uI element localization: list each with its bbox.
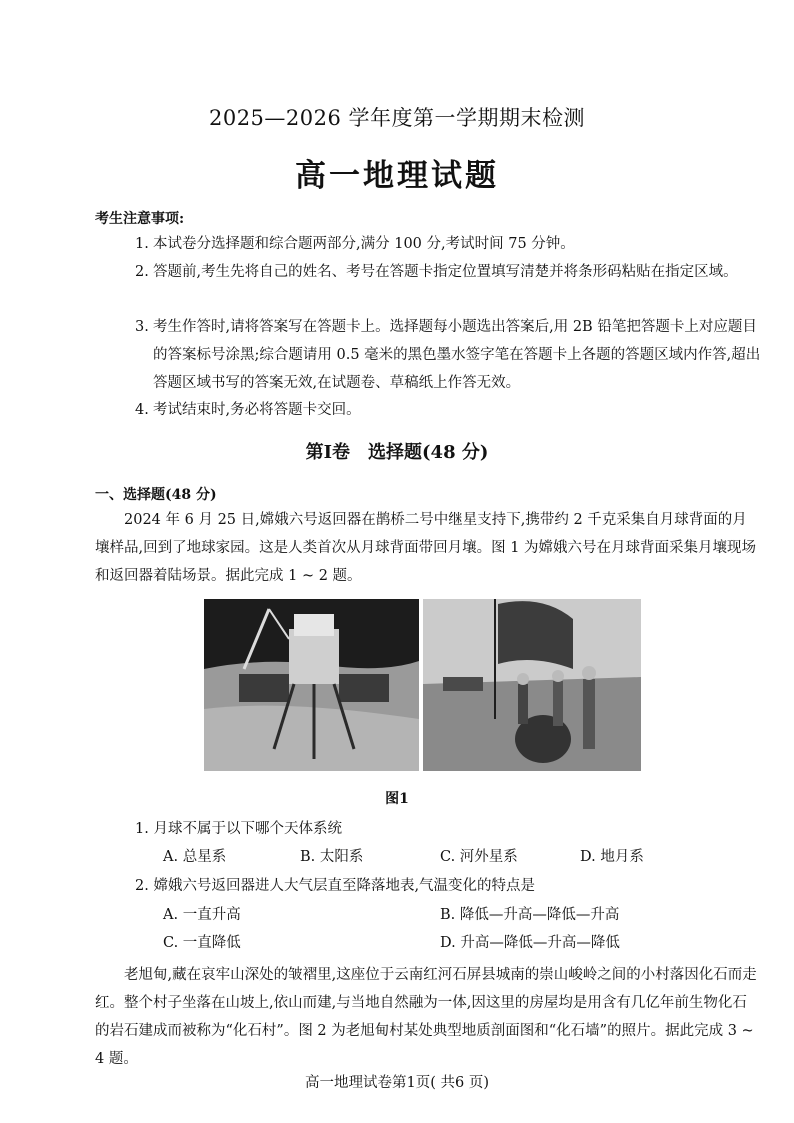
question-1-option-d: D. 地月系	[580, 849, 644, 865]
question-2-option-a: A. 一直升高	[163, 907, 241, 923]
question-2-option-d: D. 升高—降低—升高—降低	[440, 935, 620, 951]
notice-item-number: 1.	[135, 236, 149, 252]
notice-item-text: 考试结束时,务必将答题卡交回。	[153, 402, 361, 418]
notice-item-text: 本试卷分选择题和综合题两部分,满分 100 分,考试时间 75 分钟。	[153, 236, 575, 252]
notice-item-text: 考生作答时,请将答案写在答题卡上。选择题每小题选出答案后,用 2B 铅笔把答题卡上对应题目的答案标号涂黑;综合题请用 0.5 毫米的黑色墨水签字笔在答题卡上各题的答题区域内作答,超出答题区域书写的答案无效,在试题卷、草稿纸上作答无效。	[153, 319, 761, 391]
part-heading: 一、选择题(48 分)	[95, 487, 217, 503]
passage-chang-e-6: 2024 年 6 月 25 日,嫦娥六号返回器在鹊桥二号中继星支持下,携带约 2 千克采集自月球背面的月壤样品,回到了地球家园。这是人类首次从月球背面带回月壤。图 1 为嫦娥六号在月球背面采集月壤现场和返回器着陆场景。据此完成 1 ~ 2 题。	[95, 512, 757, 584]
section-heading: 第Ⅰ卷 选择题(48 分)	[305, 442, 489, 463]
paper-title: 高一地理试题	[295, 158, 499, 194]
exam-session-title: 2025—2026 学年度第一学期期末检测	[208, 106, 586, 130]
question-1-option-c: C. 河外星系	[440, 849, 518, 865]
figure-caption: 图1	[385, 791, 409, 807]
passage-fossil-village: 老旭甸,藏在哀牢山深处的皱褶里,这座位于云南红河石屏县城南的崇山峻岭之间的小村落因化石而走红。整个村子坐落在山坡上,依山而建,与当地自然融为一体,因这里的房屋均是用含有几亿年前生物化石的岩石建成而被称为“化石村”。图 2 为老旭甸村某处典型地质剖面图和“化石墙”的照片。据此完成 3 ~ 4 题。	[95, 967, 757, 1067]
notice-heading: 考生注意事项:	[95, 211, 185, 227]
notice-item-number: 2.	[135, 264, 149, 280]
notice-item-1	[135, 230, 765, 258]
notice-item-4	[135, 396, 765, 424]
question-2-stem: 2. 嫦娥六号返回器进人大气层直至降落地表,气温变化的特点是	[135, 878, 536, 894]
notice-item-text: 答题前,考生先将自己的姓名、考号在答题卡指定位置填写清楚并将条形码粘贴在指定区域。	[153, 264, 738, 280]
lunar-surface-photo	[204, 599, 419, 771]
page-footer: 高一地理试卷第1页( 共6 页)	[305, 1075, 489, 1091]
question-2-option-b: B. 降低—升高—降低—升高	[440, 907, 620, 923]
question-1-option-b: B. 太阳系	[300, 849, 364, 865]
notice-item-2	[135, 258, 765, 286]
question-1-option-a: A. 总星系	[163, 849, 227, 865]
notice-item-number: 4.	[135, 402, 149, 418]
notice-item-number: 3.	[135, 319, 149, 335]
question-2-option-c: C. 一直降低	[163, 935, 241, 951]
return-capsule-landing-photo	[423, 599, 641, 771]
notice-item-3	[135, 313, 765, 397]
question-1-stem: 1. 月球不属于以下哪个天体系统	[135, 821, 342, 837]
